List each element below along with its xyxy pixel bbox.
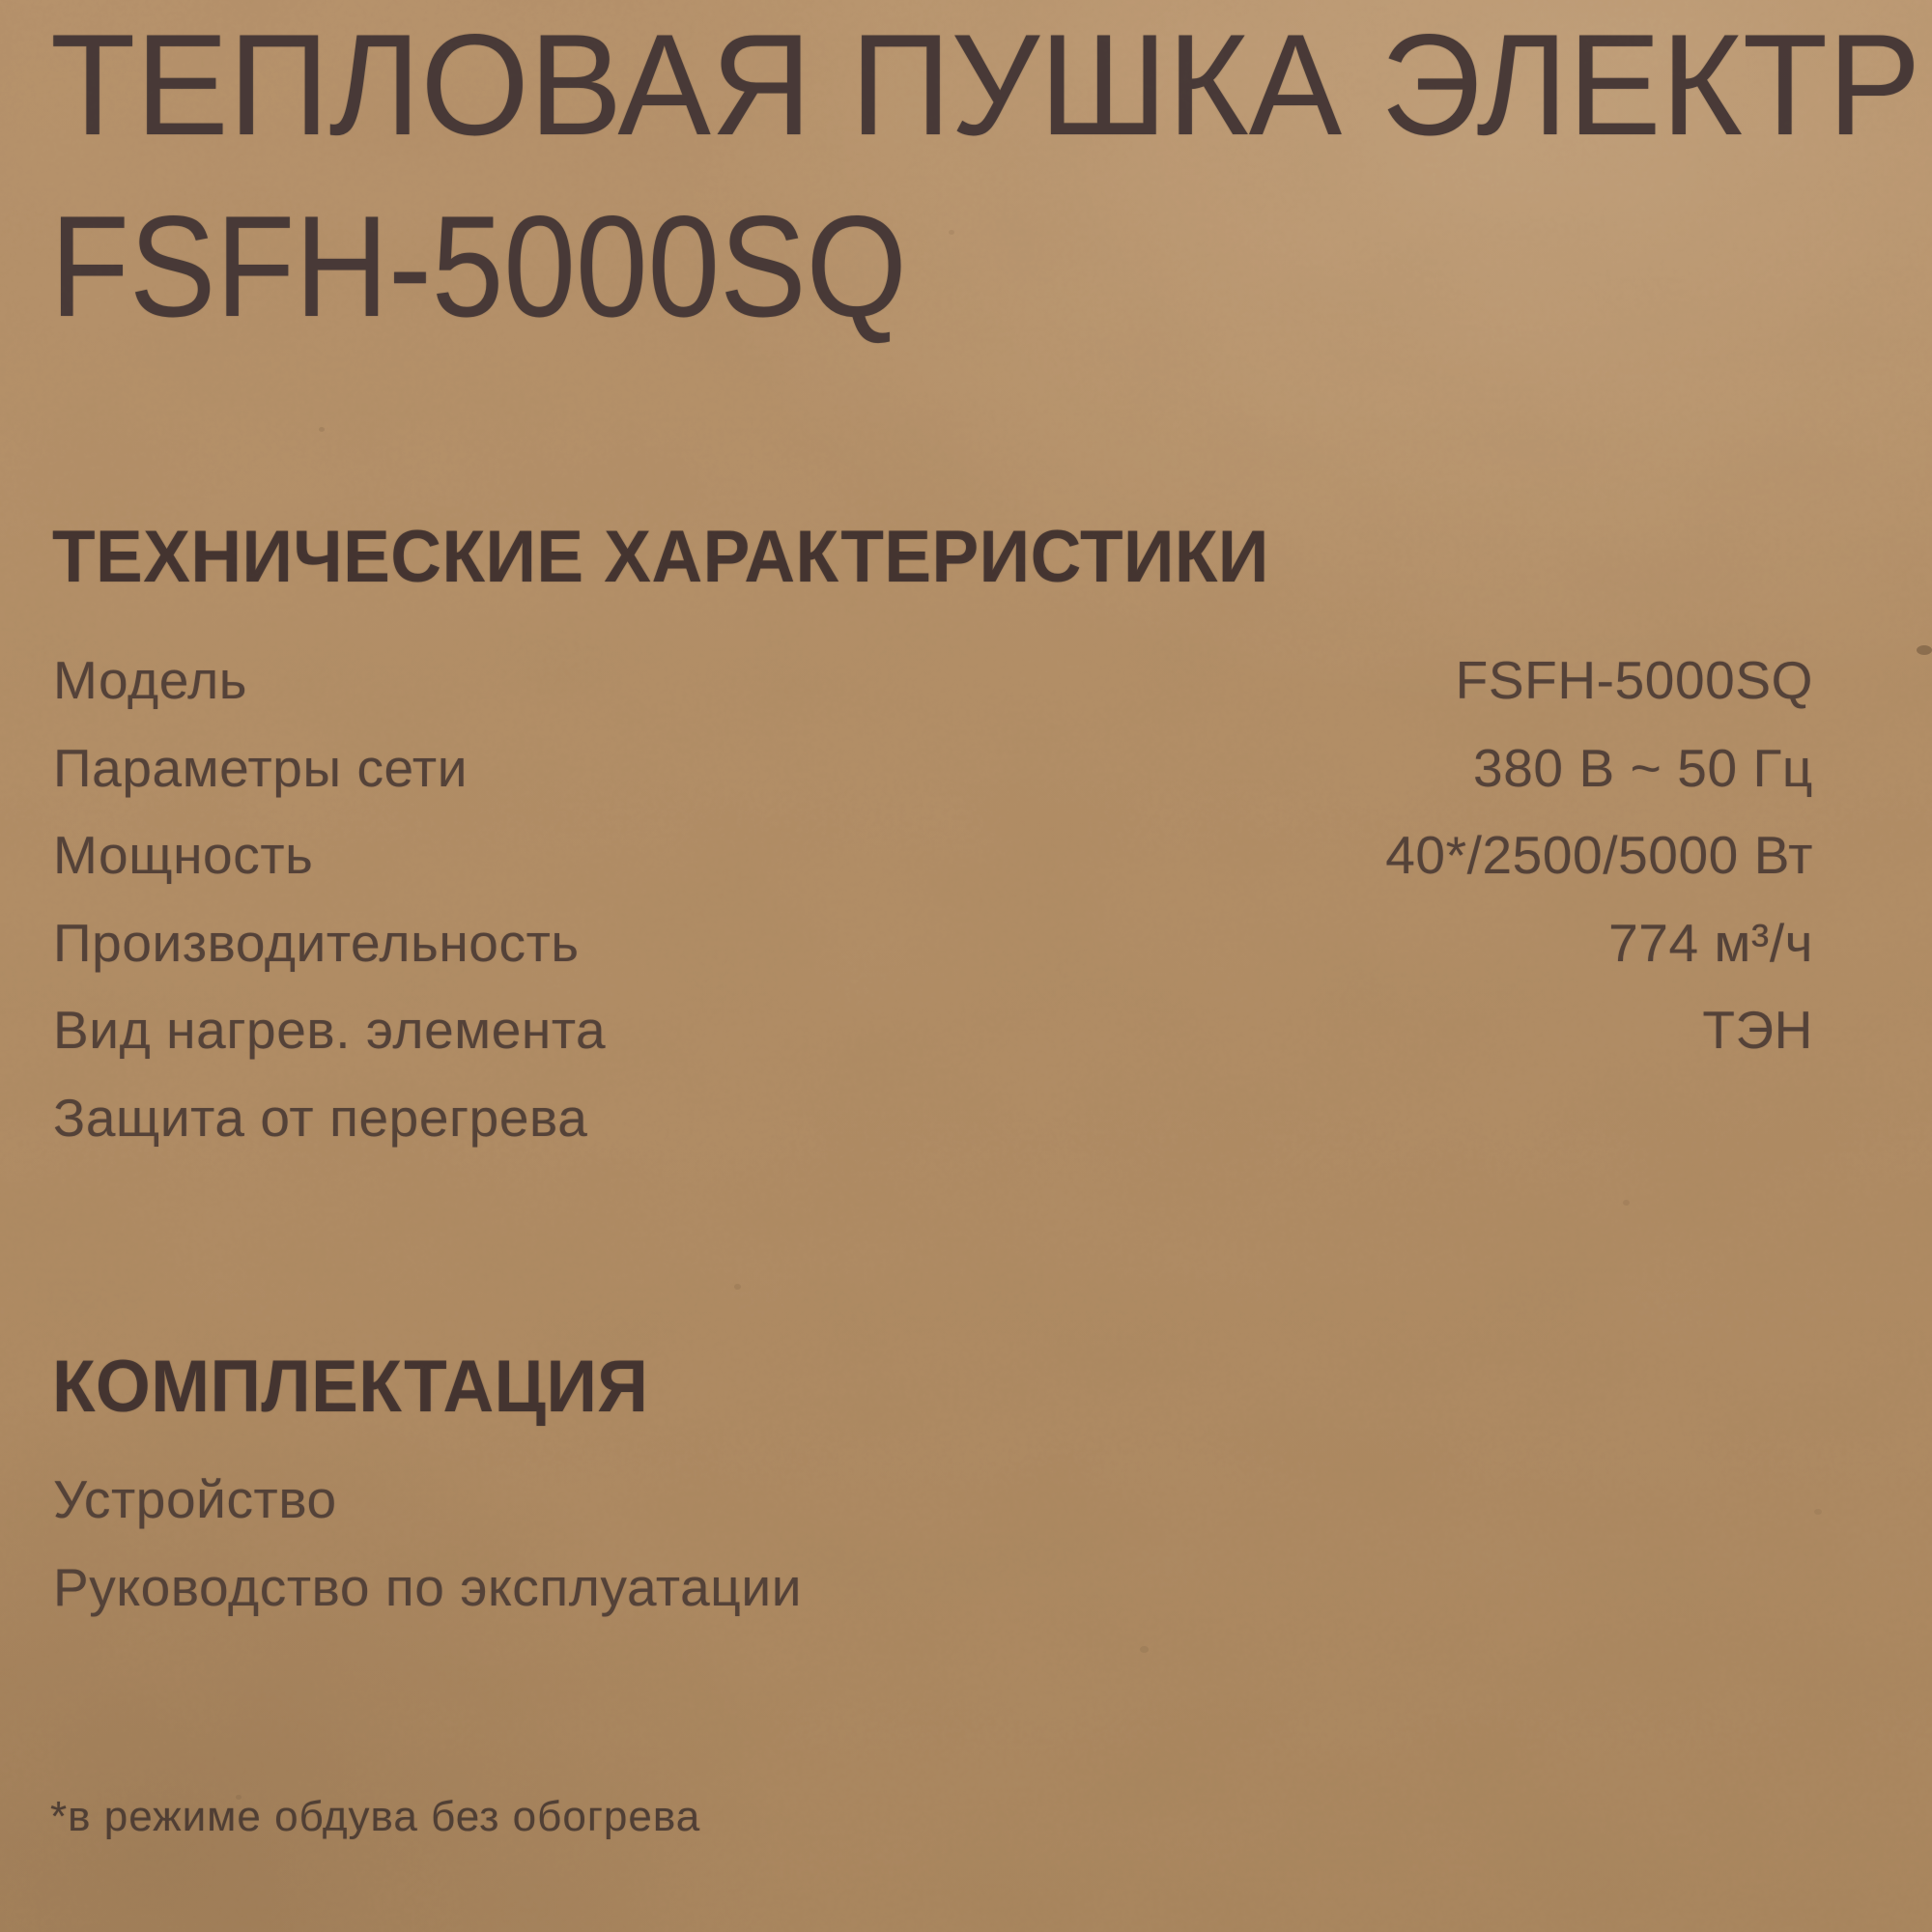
spec-row-power bbox=[53, 811, 1813, 899]
spec-label: Модель bbox=[53, 650, 248, 710]
spec-value: 40*/2500/5000 Вт bbox=[1385, 825, 1813, 885]
product-title: ТЕПЛОВАЯ ПУШКА ЭЛЕКТР bbox=[50, 4, 1921, 165]
package-heading: КОМПЛЕКТАЦИЯ bbox=[52, 1346, 649, 1428]
paper-speck bbox=[1917, 645, 1932, 655]
spec-value: FSFH-5000SQ bbox=[1455, 650, 1813, 710]
package-item-manual: Руководство по эксплуатации bbox=[53, 1557, 803, 1617]
package-item-device: Устройство bbox=[53, 1469, 337, 1529]
spec-row-model bbox=[53, 637, 1813, 724]
spec-label: Защита от перегрева bbox=[53, 1087, 588, 1148]
paper-speck bbox=[1814, 1509, 1822, 1515]
paper-speck bbox=[1623, 1200, 1630, 1206]
paper-speck bbox=[734, 1284, 741, 1290]
paper-speck bbox=[319, 427, 325, 432]
specs-table bbox=[53, 637, 1813, 1161]
spec-label: Вид нагрев. элемента bbox=[53, 1000, 607, 1060]
footnote-text: *в режиме обдува без обогрева bbox=[50, 1793, 701, 1840]
specs-heading: ТЕХНИЧЕСКИЕ ХАРАКТЕРИСТИКИ bbox=[52, 516, 1269, 598]
spec-row-heating-element bbox=[53, 986, 1813, 1074]
paper-speck bbox=[1140, 1646, 1149, 1653]
spec-label: Производительность bbox=[53, 912, 580, 973]
spec-value: 774 м³/ч bbox=[1608, 912, 1813, 973]
spec-value: 380 В ~ 50 Гц bbox=[1473, 737, 1813, 798]
spec-row-overheat-protection bbox=[53, 1074, 1813, 1162]
package-items-list bbox=[53, 1456, 802, 1632]
spec-row-airflow bbox=[53, 899, 1813, 987]
spec-label: Мощность bbox=[53, 825, 314, 885]
product-model-title: FSFH-5000SQ bbox=[50, 185, 907, 347]
spec-label: Параметры сети bbox=[53, 737, 469, 798]
spec-row-power-supply bbox=[53, 724, 1813, 812]
paper-speck bbox=[949, 230, 954, 235]
spec-value: ТЭН bbox=[1702, 1000, 1813, 1060]
